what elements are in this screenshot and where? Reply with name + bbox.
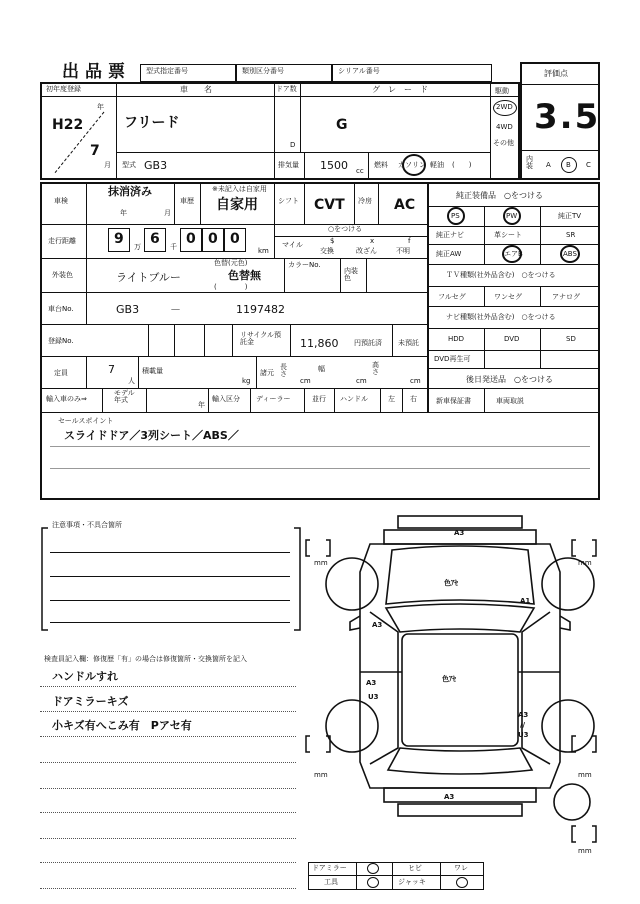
year-label: 年 <box>97 103 104 111</box>
equipment-leather: 革シート <box>494 231 522 239</box>
drive-label: 駆動 <box>495 87 509 95</box>
recycle-value: 11,860 <box>300 337 339 350</box>
mark-right-lower-u: U3 <box>518 731 529 739</box>
grade-label: グ レ ー ド <box>372 85 428 94</box>
mm-brackets <box>300 529 620 862</box>
fuel-circle <box>402 154 426 176</box>
bt-tool-circle <box>367 877 379 888</box>
drive-4wd: 4WD <box>496 123 513 131</box>
car-name-value: フリード <box>124 115 180 131</box>
ac-value: AC <box>394 197 416 213</box>
repaint-paren: ( ) <box>214 283 248 291</box>
chassis-label: 車台No. <box>48 305 74 313</box>
fuel-paren: ( ) <box>452 161 472 169</box>
car-name-label: 車 名 <box>180 85 212 94</box>
bt-jack-circle <box>456 877 468 888</box>
model-year-unit: 年 <box>198 401 205 409</box>
import-left: 左 <box>388 395 395 403</box>
recycle-paid: 円預託済 <box>354 339 382 347</box>
bt-mirror-circle <box>367 863 379 874</box>
first-reg-label: 初年度登録 <box>46 85 81 93</box>
mm-front-left: mm <box>314 559 328 567</box>
shift-value: CVT <box>314 197 345 213</box>
mark-left-door: A3 <box>372 621 383 629</box>
navi-hdd: HDD <box>448 335 465 343</box>
bt-crack: ヒビ <box>408 864 422 872</box>
mark-roof: 色ｱｾ <box>442 675 456 683</box>
mileage-digit-5: 0 <box>230 231 240 247</box>
after-title: 後日発送品 ○をつける <box>466 375 553 384</box>
tv-fullseg: フルセグ <box>438 293 466 301</box>
mark-right-lower-slash: // <box>520 721 526 729</box>
inspection-value: 抹消済み <box>108 185 152 198</box>
notes-label: 注意事項・不具合箇所 <box>52 521 122 529</box>
bt-jack: ジャッキ <box>398 878 426 886</box>
equipment-title: 純正装備品 ○をつける <box>456 191 543 200</box>
model-year-label: モデル年式 <box>114 389 135 404</box>
fuel-gasoline: ガソリン <box>398 161 426 169</box>
notes-bracket <box>42 518 302 632</box>
mileage-exchange: 交換 <box>320 247 334 255</box>
recycle-unpaid: 未預託 <box>398 339 419 347</box>
inspector-label: 検査員記入欄：修復歴「有」の場合は修復箇所・交換箇所を記入 <box>44 655 247 663</box>
sales-point-text: スライドドア／3列シート／ABS／ <box>64 429 239 442</box>
load-label: 積載量 <box>142 367 163 375</box>
color-no-label: カラーNo. <box>288 261 321 269</box>
drive-2wd: 2WD <box>496 103 513 111</box>
import-parallel: 並行 <box>312 395 326 403</box>
inspection-label: 車検 <box>54 197 68 205</box>
mark-a1: A1 <box>520 597 531 605</box>
color-label: 外装色 <box>52 271 73 279</box>
interior-b: B <box>566 161 571 169</box>
type-value: GB3 <box>144 159 168 172</box>
page-title: 出品票 <box>62 62 131 82</box>
dims-height-cm: cm <box>410 377 421 385</box>
mileage-unknown: 不明 <box>396 247 410 255</box>
month-value: 7 <box>90 143 100 159</box>
interior-label: 内装 <box>526 155 533 170</box>
repaint-label: 色替(元色) <box>214 259 248 267</box>
fuel-diesel: 軽油 <box>430 161 444 169</box>
dims-length-cm: cm <box>300 377 311 385</box>
shift-label: シフト <box>278 197 299 205</box>
rating-value: 3.5 <box>534 97 601 137</box>
import-type-label: 輸入区分 <box>212 395 240 403</box>
history-value: 自家用 <box>216 197 258 213</box>
mileage-mile: マイル <box>282 241 303 249</box>
equipment-navi: 純正ナビ <box>436 231 464 239</box>
door-suffix: D <box>290 141 296 149</box>
bt-mirror: ドアミラー <box>312 864 347 872</box>
equipment-ps: PS <box>451 212 460 220</box>
displacement-label: 排気量 <box>278 161 299 169</box>
chassis-dash: － <box>170 303 181 316</box>
equipment-tv: 純正TV <box>558 212 582 220</box>
displacement-value: 1500 <box>320 159 348 172</box>
navi-sd: SD <box>566 335 576 343</box>
mileage-man: 万 <box>134 243 141 251</box>
history-label: 車歴 <box>180 197 194 205</box>
equipment-abs: ABS <box>563 250 577 258</box>
dims-width: 幅 <box>318 365 325 373</box>
mark-rear: A3 <box>444 793 455 801</box>
capacity-value: 7 <box>108 363 115 376</box>
mileage-digit-3: 0 <box>186 231 196 247</box>
rating-label: 評価点 <box>544 69 568 78</box>
mileage-circle-note: ○をつける <box>328 225 363 233</box>
note-line-3: 小キズ有へこみ有 Pアセ有 <box>52 719 192 732</box>
grade-value: G <box>336 117 348 133</box>
interior-c: C <box>586 161 591 169</box>
import-label: 輸入車のみ⇒ <box>46 395 87 403</box>
mileage-label: 走行距離 <box>48 237 76 245</box>
tv-analog: アナログ <box>552 293 580 301</box>
equipment-sr: SR <box>566 231 576 239</box>
dims-label: 諸元 <box>260 369 274 377</box>
mm-spare: mm <box>578 847 592 855</box>
drive-other: その他 <box>493 139 514 147</box>
after-warranty: 新車保証書 <box>436 397 471 405</box>
fuel-label: 燃料 <box>374 161 388 169</box>
interior-a: A <box>546 161 551 169</box>
mileage-tampered: 改ざん <box>356 247 377 255</box>
mark-right-lower-a: A3 <box>518 711 529 719</box>
month-label: 月 <box>104 161 111 169</box>
history-note: ※未記入は自家用 <box>212 185 267 193</box>
mark-front: A3 <box>454 529 465 537</box>
inspection-month-suffix: 月 <box>164 209 171 217</box>
bt-tool: 工具 <box>324 878 338 886</box>
mileage-digit-2: 6 <box>150 231 160 247</box>
interior-color-label: 内装色 <box>344 267 358 282</box>
chassis-number: 1197482 <box>236 303 285 316</box>
load-unit: kg <box>242 377 251 385</box>
dims-length: 長さ <box>280 363 287 378</box>
equipment-pw: PW <box>506 212 518 220</box>
note-line-2: ドアミラーキズ <box>52 695 129 708</box>
registration-label: 登録No. <box>48 337 74 345</box>
mileage-digit-4: 0 <box>208 231 218 247</box>
class-label: 類別区分番号 <box>242 67 284 75</box>
year-value: H22 <box>52 117 84 133</box>
mm-rear-right: mm <box>578 771 592 779</box>
mark-hood: 色ｱｾ <box>444 579 458 587</box>
chassis-prefix: GB3 <box>116 303 140 316</box>
equipment-airbag: エアB <box>504 250 523 258</box>
mark-left-lower-u: U3 <box>368 693 379 701</box>
mileage-sym-x: x <box>370 237 375 245</box>
after-manual: 車両取説 <box>496 397 524 405</box>
mark-left-lower-a: A3 <box>366 679 377 687</box>
type-label: 型式 <box>122 161 136 169</box>
displacement-unit: cc <box>356 167 364 175</box>
dims-height: 高さ <box>372 361 379 376</box>
note-line-1: ハンドルすれ <box>52 670 118 683</box>
mm-rear-left: mm <box>314 771 328 779</box>
dims-width-cm: cm <box>356 377 367 385</box>
bt-break: ワレ <box>454 864 468 872</box>
navi-dvd: DVD <box>504 335 520 343</box>
door-label: ドア数 <box>276 85 297 93</box>
capacity-label: 定員 <box>54 369 68 377</box>
navi-type-title: ナビ種類(社外品含む) ○をつける <box>446 313 556 321</box>
mileage-km: km <box>258 247 269 255</box>
import-right: 右 <box>410 395 417 403</box>
inspection-year-suffix: 年 <box>120 209 127 217</box>
color-value: ライトブルー <box>116 271 181 284</box>
mileage-sym-f: f <box>408 237 411 245</box>
mm-front-right: mm <box>578 559 592 567</box>
sales-point-label: セールスポイント <box>58 417 114 425</box>
mileage-sen: 千 <box>170 243 177 251</box>
mileage-digit-1: 9 <box>114 231 124 247</box>
tv-type-title: ＴＶ種類(社外品含む) ○をつける <box>446 271 556 279</box>
equipment-aw: 純正AW <box>436 250 462 258</box>
model-cert-label: 型式指定番号 <box>146 67 188 75</box>
recycle-label: リサイクル預託金 <box>240 331 282 346</box>
import-dealer: ディーラー <box>256 395 291 403</box>
dvd-play: DVD再生可 <box>434 355 471 363</box>
capacity-unit: 人 <box>128 377 135 385</box>
tv-oneseg: ワンセグ <box>494 293 522 301</box>
repaint-value: 色替無 <box>228 269 261 282</box>
mileage-sym-dollar: $ <box>330 237 335 245</box>
import-handle: ハンドル <box>340 395 368 403</box>
serial-label: シリアル番号 <box>338 67 380 75</box>
ac-label: 冷房 <box>358 197 372 205</box>
